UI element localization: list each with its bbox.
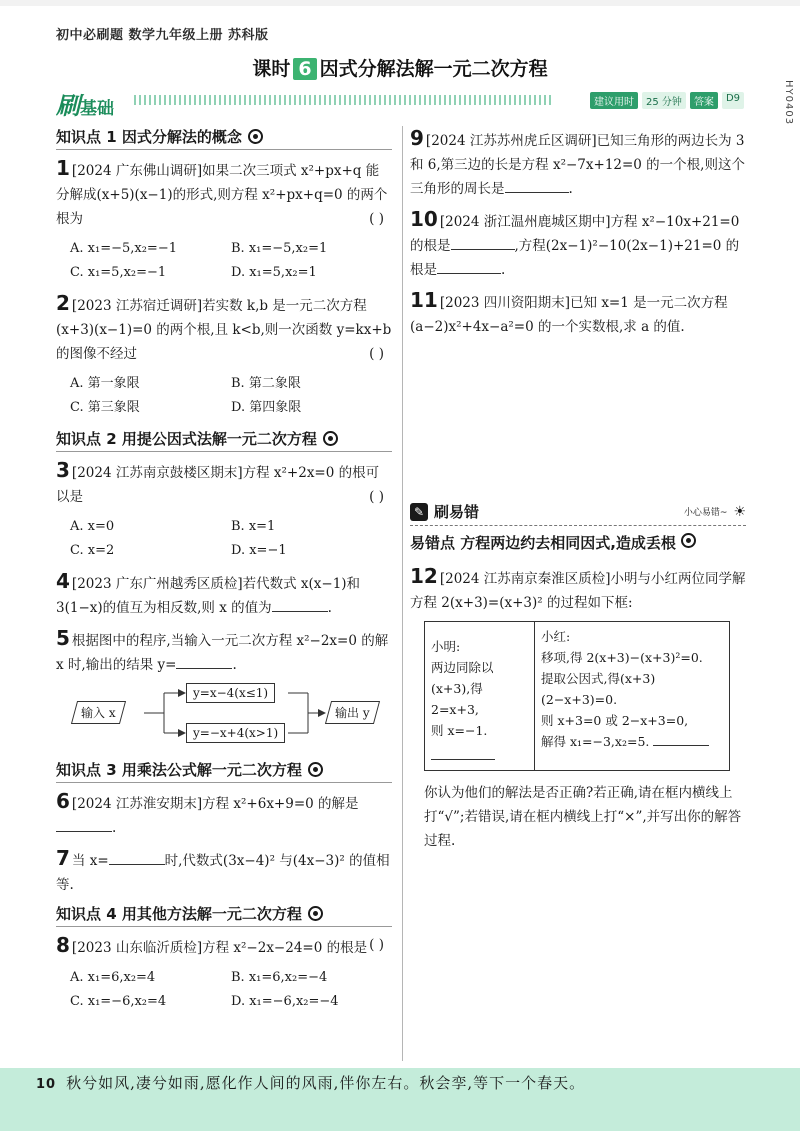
question-4 — [56, 569, 392, 620]
xiaohong-line-4: 解得 x₁=−3,x₂=5. — [541, 734, 650, 749]
question-5 — [56, 626, 392, 677]
flow-output-box — [325, 701, 380, 724]
q7-answer-blank[interactable] — [109, 851, 165, 865]
q1-answer-paren[interactable]: ( ) — [369, 211, 384, 227]
band-title-big: 刷 — [56, 92, 80, 120]
error-point-text: 易错点 方程两边约去相同因式,造成丢根 — [410, 534, 676, 552]
left-column — [56, 126, 392, 1014]
q3-option-b[interactable]: B. x=1 — [231, 519, 276, 534]
q2-options — [56, 372, 392, 420]
q8-answer-paren[interactable]: ( ) — [369, 937, 384, 953]
q3-option-c[interactable]: C. x=2 — [70, 543, 115, 558]
kp2-title: 知识点 2 用提公因式法解一元二次方程 — [56, 430, 317, 448]
q2-option-a[interactable]: A. 第一象限 — [70, 376, 140, 391]
answer-value: D9 — [722, 92, 744, 109]
lesson-title-text: 因式分解法解一元二次方程 — [319, 58, 548, 80]
pencil-icon: ✎ — [410, 503, 428, 521]
lesson-number-badge: 6 — [293, 58, 316, 80]
q5-answer-blank[interactable] — [176, 655, 232, 669]
flow-input-label: 输入 x — [81, 706, 116, 720]
question-11 — [410, 288, 746, 339]
question-12 — [410, 564, 746, 615]
q10-mid: ,方程(2x−1)²−10(2x−1)+21=0 的根是 — [410, 238, 740, 278]
q2-number: 2 — [56, 291, 70, 315]
error-point — [410, 532, 746, 554]
xiaohong-judge-blank[interactable] — [653, 732, 709, 746]
target-icon — [323, 431, 338, 446]
q9-tail: . — [568, 181, 573, 197]
xiaohong-line-1: 移项,得 2(x+3)−(x+3)²=0. — [541, 650, 703, 665]
q11-answer-space[interactable] — [410, 345, 746, 501]
q3-option-a[interactable]: A. x=0 — [70, 519, 115, 534]
error-section-title: 刷易错 — [434, 503, 480, 521]
series-header: 初中必刷题 数学九年级上册 苏科版 — [56, 28, 269, 43]
q12-text: [2024 江苏南京秦淮区质检]小明与小红两位同学解方程 2(x+3)=(x+3)² 的过程如下框: — [410, 571, 746, 611]
question-10 — [410, 207, 746, 282]
q5-number: 5 — [56, 626, 70, 650]
footer-quote: 秋兮如风,凄兮如雨,愿化作人间的风雨,伴你左右。秋会孪,等下一个春天。 — [66, 1074, 586, 1092]
question-2 — [56, 291, 392, 366]
q12-number: 12 — [410, 564, 438, 588]
q4-tail: . — [327, 600, 332, 616]
question-8 — [56, 933, 392, 960]
q1-number: 1 — [56, 156, 70, 180]
q4-answer-blank[interactable] — [272, 598, 328, 612]
flow-top-branch: y=x−4(x≤1) — [186, 683, 275, 703]
knowledge-point-1 — [56, 126, 392, 150]
q9-number: 9 — [410, 126, 424, 150]
q11-text: [2023 四川资阳期末]已知 x=1 是一元二次方程(a−2)x²+4x−a²=0 的一个实数根,求 a 的值. — [410, 295, 728, 335]
xiaoming-title: 小明: — [431, 639, 461, 654]
q12-solution-table — [424, 621, 730, 771]
q2-option-d[interactable]: D. 第四象限 — [231, 400, 302, 415]
q11-number: 11 — [410, 288, 438, 312]
xiaohong-line-3: 则 x+3=0 或 2−x+3=0, — [541, 713, 689, 728]
footer — [36, 1072, 585, 1093]
q1-option-b[interactable]: B. x₁=−5,x₂=1 — [231, 241, 328, 256]
flow-input-box — [71, 701, 126, 724]
kp4-title: 知识点 4 用其他方法解一元二次方程 — [56, 905, 302, 923]
q6-text: [2024 江苏淮安期末]方程 x²+6x+9=0 的解是 — [71, 796, 359, 812]
error-section-header — [410, 501, 746, 526]
xiaohong-line-2: 提取公因式,得(x+3)(2−x+3)=0. — [541, 671, 656, 707]
q10-text: [2024 浙江温州鹿城区期中]方程 x²−10x+21=0 的根是 — [410, 214, 740, 254]
knowledge-point-3 — [56, 759, 392, 783]
xiaoming-judge-blank[interactable] — [431, 746, 495, 760]
column-divider — [402, 126, 403, 1061]
question-6 — [56, 789, 392, 840]
lesson-prefix: 课时 — [252, 58, 291, 80]
q9-answer-blank[interactable] — [505, 179, 569, 193]
q8-option-a[interactable]: A. x₁=6,x₂=4 — [70, 970, 156, 985]
q10-answer-blank-2[interactable] — [437, 260, 501, 274]
q3-options — [56, 515, 392, 563]
side-code: HY0403 — [783, 80, 794, 126]
xiaohong-title: 小红: — [541, 629, 571, 644]
page-number: 10 — [36, 1077, 57, 1092]
q2-answer-paren[interactable]: ( ) — [369, 346, 384, 362]
q8-option-d[interactable]: D. x₁=−6,x₂=−4 — [231, 994, 339, 1009]
question-7 — [56, 846, 392, 897]
q10-answer-blank-1[interactable] — [451, 236, 515, 250]
lesson-title — [0, 54, 800, 81]
band-dots-decoration — [134, 95, 554, 105]
q6-tail: . — [112, 820, 117, 836]
question-1 — [56, 156, 392, 231]
question-9 — [410, 126, 746, 201]
sun-icon: ☀ — [733, 503, 746, 520]
right-column — [410, 126, 746, 859]
q1-option-d[interactable]: D. x₁=5,x₂=1 — [231, 265, 317, 280]
kp1-title: 知识点 1 因式分解法的概念 — [56, 128, 242, 146]
xiaoming-line-2: 则 x=−1. — [431, 723, 488, 738]
q7-number: 7 — [56, 846, 70, 870]
q2-text: [2023 江苏宿迁调研]若实数 k,b 是一元二次方程(x+3)(x−1)=0 的两个根,且 k<b,则一次函数 y=kx+b 的图像不经过 — [56, 298, 392, 362]
error-deco-text: 小心易错~ — [683, 508, 728, 518]
answer-label: 答案 — [690, 92, 718, 109]
q6-answer-blank[interactable] — [56, 818, 112, 832]
xiaohong-cell — [535, 622, 730, 771]
flow-output-label: 输出 y — [335, 706, 370, 720]
q3-number: 3 — [56, 458, 70, 482]
q12-question: 你认为他们的解法是否正确?若正确,请在框内横线上打“√”;若错误,请在框内横线上打“×”,并写出你的解答过程. — [424, 785, 742, 849]
target-icon — [308, 906, 323, 921]
kp3-title: 知识点 3 用乘法公式解一元二次方程 — [56, 761, 302, 779]
q8-options — [56, 966, 392, 1014]
band-meta — [590, 92, 744, 109]
q10-number: 10 — [410, 207, 438, 231]
q1-options — [56, 237, 392, 285]
q2-option-c[interactable]: C. 第三象限 — [70, 400, 140, 415]
target-icon — [308, 762, 323, 777]
xiaoming-line-1: 两边同除以(x+3),得 2=x+3, — [431, 660, 494, 717]
q3-option-d[interactable]: D. x=−1 — [231, 543, 287, 558]
knowledge-point-4 — [56, 903, 392, 927]
time-value: 25 分钟 — [642, 92, 686, 109]
xiaoming-cell — [425, 622, 535, 771]
q5-program-flowchart — [56, 683, 392, 745]
q4-text: [2023 广东广州越秀区质检]若代数式 x(x−1)和 3(1−x)的值互为相反数,则 x 的值为 — [56, 576, 361, 616]
q4-number: 4 — [56, 569, 70, 593]
q2-option-b[interactable]: B. 第二象限 — [231, 376, 301, 391]
q8-text: [2023 山东临沂质检]方程 x²−2x−24=0 的根是 — [71, 940, 368, 956]
q8-number: 8 — [56, 933, 70, 957]
top-strip — [0, 0, 800, 6]
q6-number: 6 — [56, 789, 70, 813]
q9-text: [2024 江苏苏州虎丘区调研]已知三角形的两边长为 3 和 6,第三边的长是方程 x²−7x+12=0 的一个根,则这个三角形的周长是 — [410, 133, 745, 197]
target-icon — [248, 129, 263, 144]
question-3 — [56, 458, 392, 509]
band-title-small: 基础 — [80, 99, 114, 119]
q8-option-b[interactable]: B. x₁=6,x₂=−4 — [231, 970, 328, 985]
flow-bottom-branch: y=−x+4(x>1) — [186, 723, 285, 743]
target-icon — [681, 533, 696, 548]
band-title — [56, 86, 114, 121]
section-band — [56, 86, 744, 120]
q1-text: [2024 广东佛山调研]如果二次三项式 x²+px+q 能分解成(x+5)(x−1)的形式,则方程 x²+px+q=0 的两个根为 — [56, 163, 388, 227]
q3-text: [2024 江苏南京鼓楼区期末]方程 x²+2x=0 的根可以是 — [56, 465, 380, 505]
q3-answer-paren[interactable]: ( ) — [369, 489, 384, 505]
q7-text: 时,代数式(3x−4)² 与(4x−3)² 的值相等. — [56, 853, 390, 893]
q1-option-c[interactable]: C. x₁=5,x₂=−1 — [70, 265, 167, 280]
q8-option-c[interactable]: C. x₁=−6,x₂=4 — [70, 994, 167, 1009]
q5-tail: . — [232, 657, 237, 673]
q5-text: 根据图中的程序,当输入一元二次方程 x²−2x=0 的解 x 时,输出的结果 y= — [56, 633, 389, 673]
q10-tail: . — [501, 262, 506, 278]
knowledge-point-2 — [56, 428, 392, 452]
time-label: 建议用时 — [590, 92, 638, 109]
q1-option-a[interactable]: A. x₁=−5,x₂=−1 — [70, 241, 177, 256]
q7-pre: 当 x= — [71, 853, 109, 869]
